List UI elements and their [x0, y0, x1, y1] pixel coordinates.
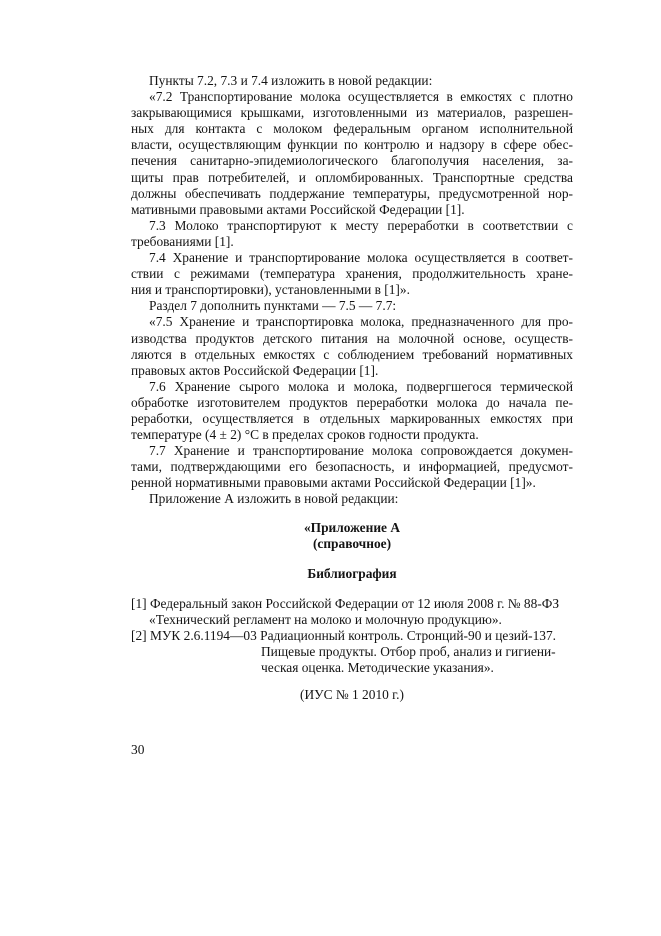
body-line: 7.3 Молоко транспортируют к месту переработки в соответствии с: [149, 217, 573, 233]
body-line: ния и транспортировки), установленными в [1]».: [131, 282, 410, 298]
bib-entry-1-line-2: «Технический регламент на молоко и молочную продукцию».: [149, 612, 502, 627]
body-line: обработке изготовителем продуктов переработки молока до начала пе-: [131, 394, 573, 410]
body-line: 7.4 Хранение и транспортирование молока осуществляется в соответ-: [149, 250, 573, 266]
body-line: 7.6 Хранение сырого молока и молока, подвергшегося термической: [149, 378, 573, 394]
bib-entry-2-line-1: [2] МУК 2.6.1194—03 Радиационный контроль. Стронций-90 и цезий-137.: [131, 628, 557, 643]
body-line: «7.2 Транспортирование молока осуществляется в емкостях с плотно: [149, 89, 573, 105]
body-line: температуре (4 ± 2) °С в пределах сроков годности продукта.: [131, 427, 479, 443]
body-line: ренной нормативными правовыми актами Российской Федерации [1]».: [131, 475, 536, 491]
body-line: требованиями [1].: [131, 233, 234, 249]
ius-reference: (ИУС № 1 2010 г.): [300, 687, 404, 702]
body-line: «7.5 Хранение и транспортировка молока, предназначенного для про-: [149, 314, 573, 330]
page-number: 30: [131, 742, 145, 757]
bib-entry-2-line-2: Пищевые продукты. Отбор проб, анализ и гигиени-: [261, 644, 556, 659]
appendix-subtitle: (справочное): [312, 536, 392, 551]
body-line: правовых актов Российской Федерации [1].: [131, 362, 379, 378]
body-line: щиты прав потребителей, и опломбированных. Транспортные средства: [131, 169, 573, 185]
body-line: тами, подтверждающими его безопасность, и информацией, предусмот-: [131, 459, 573, 475]
body-line: Раздел 7 дополнить пунктами — 7.5 — 7.7:: [149, 298, 397, 314]
bib-entry-1-line-1: [1] Федеральный закон Российской Федерации от 12 июля 2008 г. № 88-ФЗ: [131, 596, 560, 611]
bib-entry-2-line-3: ческая оценка. Методические указания».: [261, 660, 494, 675]
body-line: Пункты 7.2, 7.3 и 7.4 изложить в новой редакции:: [149, 73, 433, 88]
body-line: ляются в отдельных емкостях с соблюдением требований нормативных: [131, 346, 573, 362]
body-line: закрывающимися крышками, изготовленными из материалов, разрешен-: [131, 105, 573, 121]
body-line: Приложение А изложить в новой редакции:: [149, 491, 399, 507]
body-line: ствии с режимами (температура хранения, продолжительность хране-: [131, 266, 573, 282]
appendix-title: «Приложение А: [303, 520, 401, 535]
body-line: ных для контакта с молоком федеральным органом исполнительной: [131, 121, 573, 137]
body-line: мативными правовыми актами Российской Федерации [1].: [131, 201, 465, 217]
bibliography-list: [131, 596, 581, 676]
body-line: 7.7 Хранение и транспортирование молока сопровождается докумен-: [149, 443, 573, 459]
body-line: должны обеспечивать поддержание температуры, предусмотренной нор-: [131, 185, 573, 201]
body-line: изводства продуктов детского питания на молочной основе, осуществ-: [131, 330, 573, 346]
body-line: реработки, осуществляется в отдельных маркированных емкостях при: [131, 410, 573, 426]
body-line: печения санитарно-эпидемиологического благополучия населения, за-: [131, 153, 573, 169]
body-line: власти, осуществляющим функции по контролю и надзору в сфере обес-: [131, 137, 573, 153]
bibliography-heading: Библиография: [307, 566, 397, 581]
body-text: [131, 73, 573, 508]
